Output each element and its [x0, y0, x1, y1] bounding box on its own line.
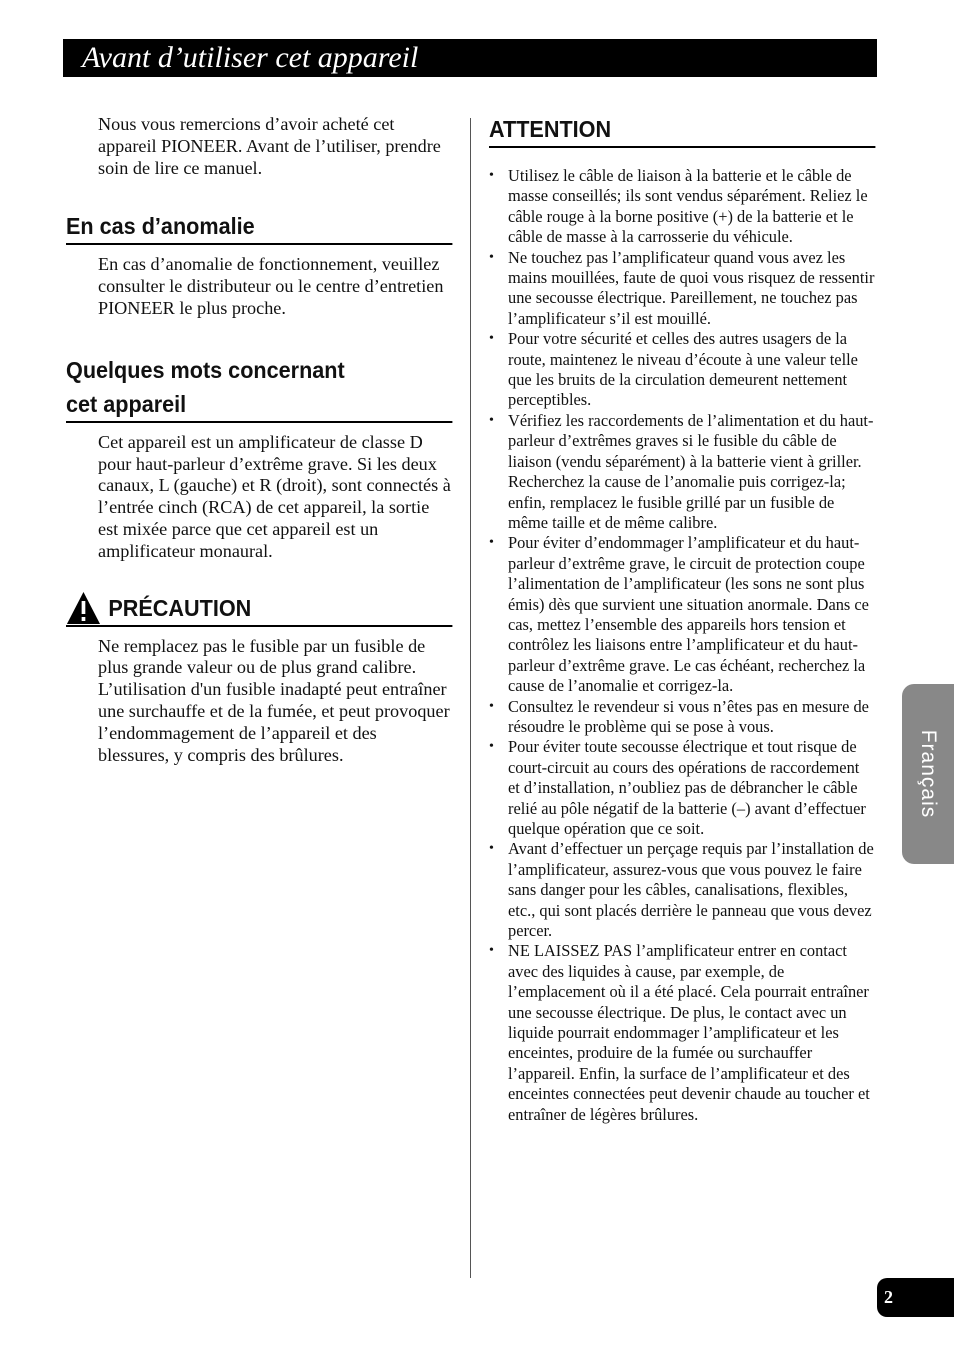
list-item: • Avant d’effectuer un perçage requis par l’installation de l’amplificateur, assurez-vous que vous pouvez le faire sans danger pour les câbles, canalisations, flexibles, etc., qui sont placés derrière le panneau que vous devez percer. [489, 839, 875, 941]
list-item: • Utilisez le câble de liaison à la batterie et le câble de masse conseillés; ils sont vendus séparément. Reliez le câble rouge à la borne positive (+) de la batterie et le câble de masse à la carrosserie du véhicule. [489, 166, 875, 248]
section-text-anomalie: En cas d’anomalie de fonctionnement, veuillez consulter le distributeur ou le centre d’entretien PIONEER le plus proche. [98, 254, 444, 318]
section-heading-precaution [66, 591, 452, 627]
section-heading-appareil-line2: cet appareil [66, 390, 187, 417]
list-item: • Pour votre sécurité et celles des autres usagers de la route, maintenez le niveau d’écoute à une valeur telle que les bruits de la circulation demeurent nettement perceptibles. [489, 329, 875, 411]
intro-text: Nous vous remercions d’avoir acheté cet appareil PIONEER. Avant de l’utiliser, prendre soin de lire ce manuel. [98, 114, 441, 178]
list-item: • Consultez le revendeur si vous n’êtes pas en mesure de résoudre le problème qui se pose à vous. [489, 697, 875, 738]
attention-list [489, 166, 875, 1125]
warning-triangle-icon [66, 591, 101, 625]
precaution-label: PRÉCAUTION [108, 594, 252, 621]
section-heading-appareil-line1: Quelques mots concernant [66, 356, 345, 383]
list-item: • Pour éviter toute secousse électrique et tout risque de court-circuit au cours des opérations de raccordement et d’installation, n’oubliez pas de débrancher le câble relié au pôle négatif de la batterie (–) avant d’effectuer quelque opération que ce soit. [489, 737, 875, 839]
list-item: • Ne touchez pas l’amplificateur quand vous avez les mains mouillées, faute de quoi vous risquez de ressentir une secousse électrique. Pareillement, ne touchez pas l’amplificateur s’il est mouillé. [489, 248, 875, 330]
section-heading-appareil [66, 353, 452, 423]
page-number: 2 [877, 1278, 954, 1317]
attention-heading: ATTENTION [489, 113, 875, 148]
left-column [66, 114, 452, 766]
section-text-appareil: Cet appareil est un amplificateur de classe D pour haut-parleur d’extrême grave. Si les deux canaux, L (gauche) et R (droit), sont connectés à l’entrée cinch (RCA) de cet appareil, la sortie est mixée parce que cet appareil est un amplificateur monaural. [98, 431, 451, 561]
list-item: • NE LAISSEZ PAS l’amplificateur entrer en contact avec des liquides à cause, par exemple, de l’emplacement où il a été placé. Cela pourrait entraîner une secousse électrique. De plus, le contact avec un liquide pourrait endommager l’amplificateur et les enceintes, produire de la fumée ou surchauffer l’appareil. Enfin, la surface de l’amplificateur et des enceintes connectées peut devenir chaude au toucher et entraîner de légères brûlures. [489, 941, 875, 1125]
page-title: Avant d’utiliser cet appareil [63, 39, 877, 77]
section-heading-anomalie: En cas d’anomalie [66, 210, 452, 245]
list-item: • Pour éviter d’endommager l’amplificateur et du haut-parleur d’extrême grave, le circuit de protection coupe l’alimentation de l’amplificateur (les sons ne sont plus émis) dès que survient une situation anormale. Dans ce cas, mettez l’ensemble des appareils hors tension et contrôlez les liaisons entre l’amplificateur et du haut-parleur d’extrême grave. Le cas échéant, recherchez la cause de l’anomalie et corrigez-la. [489, 533, 875, 696]
section-text-precaution: Ne remplacez pas le fusible par un fusible de plus grande valeur ou de plus grand calibre. L’utilisation d'un fusible inadapté peut entraîner une surchauffe et de la fumée, et peut provoquer l’endommagement de l’appareil et des blessures, y compris des brûlures. [98, 635, 450, 765]
language-tab [902, 684, 954, 864]
right-column [489, 113, 875, 1125]
list-item: • Vérifiez les raccordements de l’alimentation et du haut-parleur d’extrêmes graves si le fusible du câble de liaison (vendu séparément) à la batterie vient à griller. Recherchez la cause de l’anomalie puis corrigez-la; enfin, remplacez le fusible grillé par un fusible de même taille et de même calibre. [489, 411, 875, 533]
column-divider [470, 118, 471, 1278]
language-tab-label: Français [917, 729, 940, 819]
